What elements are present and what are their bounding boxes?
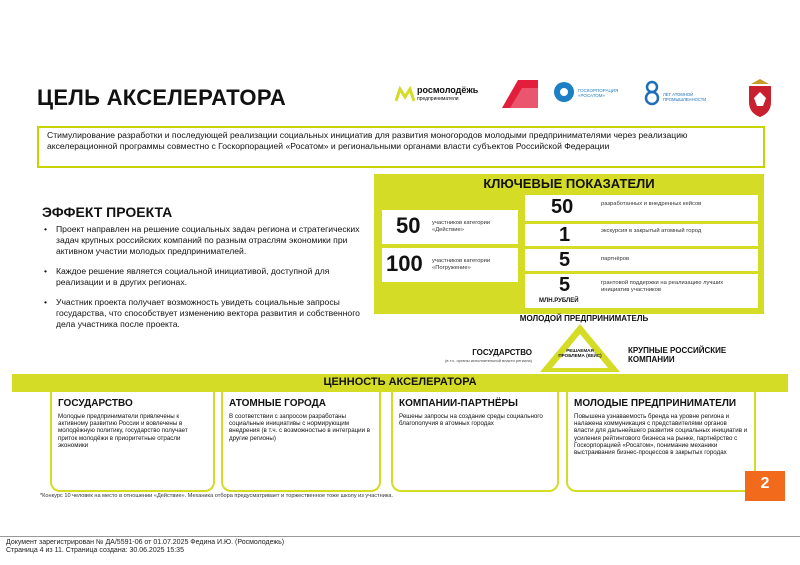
registration-line-2: Страница 4 из 11. Страница создана: 30.06.2025 15:35 xyxy=(6,547,184,554)
rosatom-icon xyxy=(553,81,575,103)
value-title: ЦЕННОСТЬ АКСЕЛЕРАТОРА xyxy=(323,376,477,388)
eighty-years-text: ЛЕТ АТОМНОЙ ПРОМЫШЛЕННОСТИ xyxy=(663,92,707,102)
registration-line-1: Документ зарегистрирован № ДА/5591-06 от 01.07.2025 Федина И.Ю. (Росмолодежь) xyxy=(6,539,285,546)
list-item: • Проект направлен на решение социальных задач региона и стратегических задач крупных российских компаний по разным отраслям экономики при активном участии молодых предпринимателей. xyxy=(38,224,374,257)
effect-title: ЭФФЕКТ ПРОЕКТА xyxy=(42,204,173,220)
kpi-value: 50 xyxy=(551,196,574,218)
value-card-partner-companies xyxy=(391,392,559,492)
value-card-text: Решены запросы на создание среды социального благополучия в атомных городах xyxy=(399,413,543,428)
kpi-label: партнёров xyxy=(601,256,630,262)
triangle-left-note: (в т.ч. органы исполнительной власти региона) xyxy=(445,358,532,363)
value-card-young-entrepreneurs xyxy=(566,392,756,492)
kpi-label: участников категории «Погружение» xyxy=(432,258,491,271)
kpi-value: 5 xyxy=(559,274,571,296)
value-card-title: КОМПАНИИ-ПАРТНЁРЫ xyxy=(399,398,518,409)
value-card-state xyxy=(50,392,215,492)
registration-stamp xyxy=(6,539,284,555)
triangle-center-label: РЕШАЕМАЯ ПРОБЛЕМА (КЕЙС) xyxy=(558,348,602,359)
rosmolodezh-logo-name: росмолодёжь xyxy=(417,85,479,95)
partner-logos xyxy=(395,78,780,122)
kpi-label: экскурсия в закрытый атомный город xyxy=(601,228,702,234)
triangle-right-label: КРУПНЫЕ РОССИЙСКИЕ КОМПАНИИ xyxy=(628,346,727,364)
goal-box: Стимулирование разработки и последующей реализации социальных инициатив для развития моногородов молодыми предпринимателями через реализацию акселерационной программы совместно с Госкорпорацией «Росатом» и региональными органами власти субъектов Российской Федерации xyxy=(37,126,765,168)
footer-divider xyxy=(0,536,800,537)
kpi-card-right-4 xyxy=(525,274,758,308)
triangle-top-label: МОЛОДОЙ ПРЕДПРИНИМАТЕЛЬ xyxy=(519,314,649,323)
list-item: • Участник проекта получает возможность увидеть социальные запросы государства, что способствует изменению вектора развития и собственного дела участника после проекта. xyxy=(38,297,374,330)
kpi-card-right-1 xyxy=(525,195,758,221)
triangle-left-label: ГОСУДАРСТВО xyxy=(472,348,532,357)
value-card-title: ГОСУДАРСТВО xyxy=(58,398,133,409)
kpi-label: разработанных и внедренных кейсов xyxy=(601,201,702,207)
rosmolodezh-logo-sub: предприниматели xyxy=(417,96,459,102)
kpi-label: участников категории «Действие» xyxy=(432,220,491,233)
list-item: • Каждое решение является социальной инициативой, доступной для реализации и в других регионах. xyxy=(38,266,374,288)
rosmolodezh-m-icon xyxy=(395,86,415,102)
value-card-text: В соответствии с запросом разработаны социальные инициативы с нормирующим внедрения (в т.ч. с возможностью в интеграции в другие регионы) xyxy=(229,413,371,442)
kpi-unit: МЛН.РУБЛЕЙ xyxy=(539,298,579,304)
kpi-card-left-2 xyxy=(382,248,518,282)
page-title: ЦЕЛЬ АКСЕЛЕРАТОРА xyxy=(37,85,287,110)
value-card-text: Молодые предприниматели привлечены к активному развитию России и вовлечены в молодёжную политику, государство получает приток молодёжи в приоритетные отрасли экономики xyxy=(58,413,188,449)
kpi-value: 100 xyxy=(386,251,423,276)
rosmolodezh-red-flag-icon xyxy=(500,78,540,110)
eighty-years-icon xyxy=(643,80,661,106)
value-card-title: МОЛОДЫЕ ПРЕДПРИНИМАТЕЛИ xyxy=(574,398,737,409)
value-card-text: Повышена узнаваемость бренда на уровне региона и налажена коммуникация с представителями органов власти для дальнейшего развития социальных инициатив и усиления рейтингового бизнеса на рынке, партнёрство с Госкорпорацией «Росатом», понимание механики выстраивания бизнес-процессов в закрытых городах xyxy=(574,413,748,457)
kpi-card-right-2 xyxy=(525,224,758,246)
value-card-title: АТОМНЫЕ ГОРОДА xyxy=(229,398,326,409)
value-card-atomic-cities xyxy=(221,392,381,492)
kpi-value: 1 xyxy=(559,224,571,246)
kpi-card-left-1 xyxy=(382,210,518,244)
kpi-title: КЛЮЧЕВЫЕ ПОКАЗАТЕЛИ xyxy=(483,176,655,191)
footnote: *Конкурс 10 человек на место в отношении «Действие». Механика отбора предусматривает и торжественное тоже школу из участника. xyxy=(40,493,394,499)
kpi-value: 50 xyxy=(396,213,421,238)
page-number: 2 xyxy=(760,475,770,492)
rosatom-logo-text: ГОСКОРПОРАЦИЯ «РОСАТОМ» xyxy=(578,88,619,98)
coat-of-arms-icon xyxy=(745,78,775,118)
effect-list xyxy=(38,224,374,339)
kpi-value: 5 xyxy=(559,249,571,271)
kpi-card-right-3 xyxy=(525,249,758,271)
kpi-label: грантовой поддержки на реализацию лучших инициатив участников xyxy=(601,280,724,293)
